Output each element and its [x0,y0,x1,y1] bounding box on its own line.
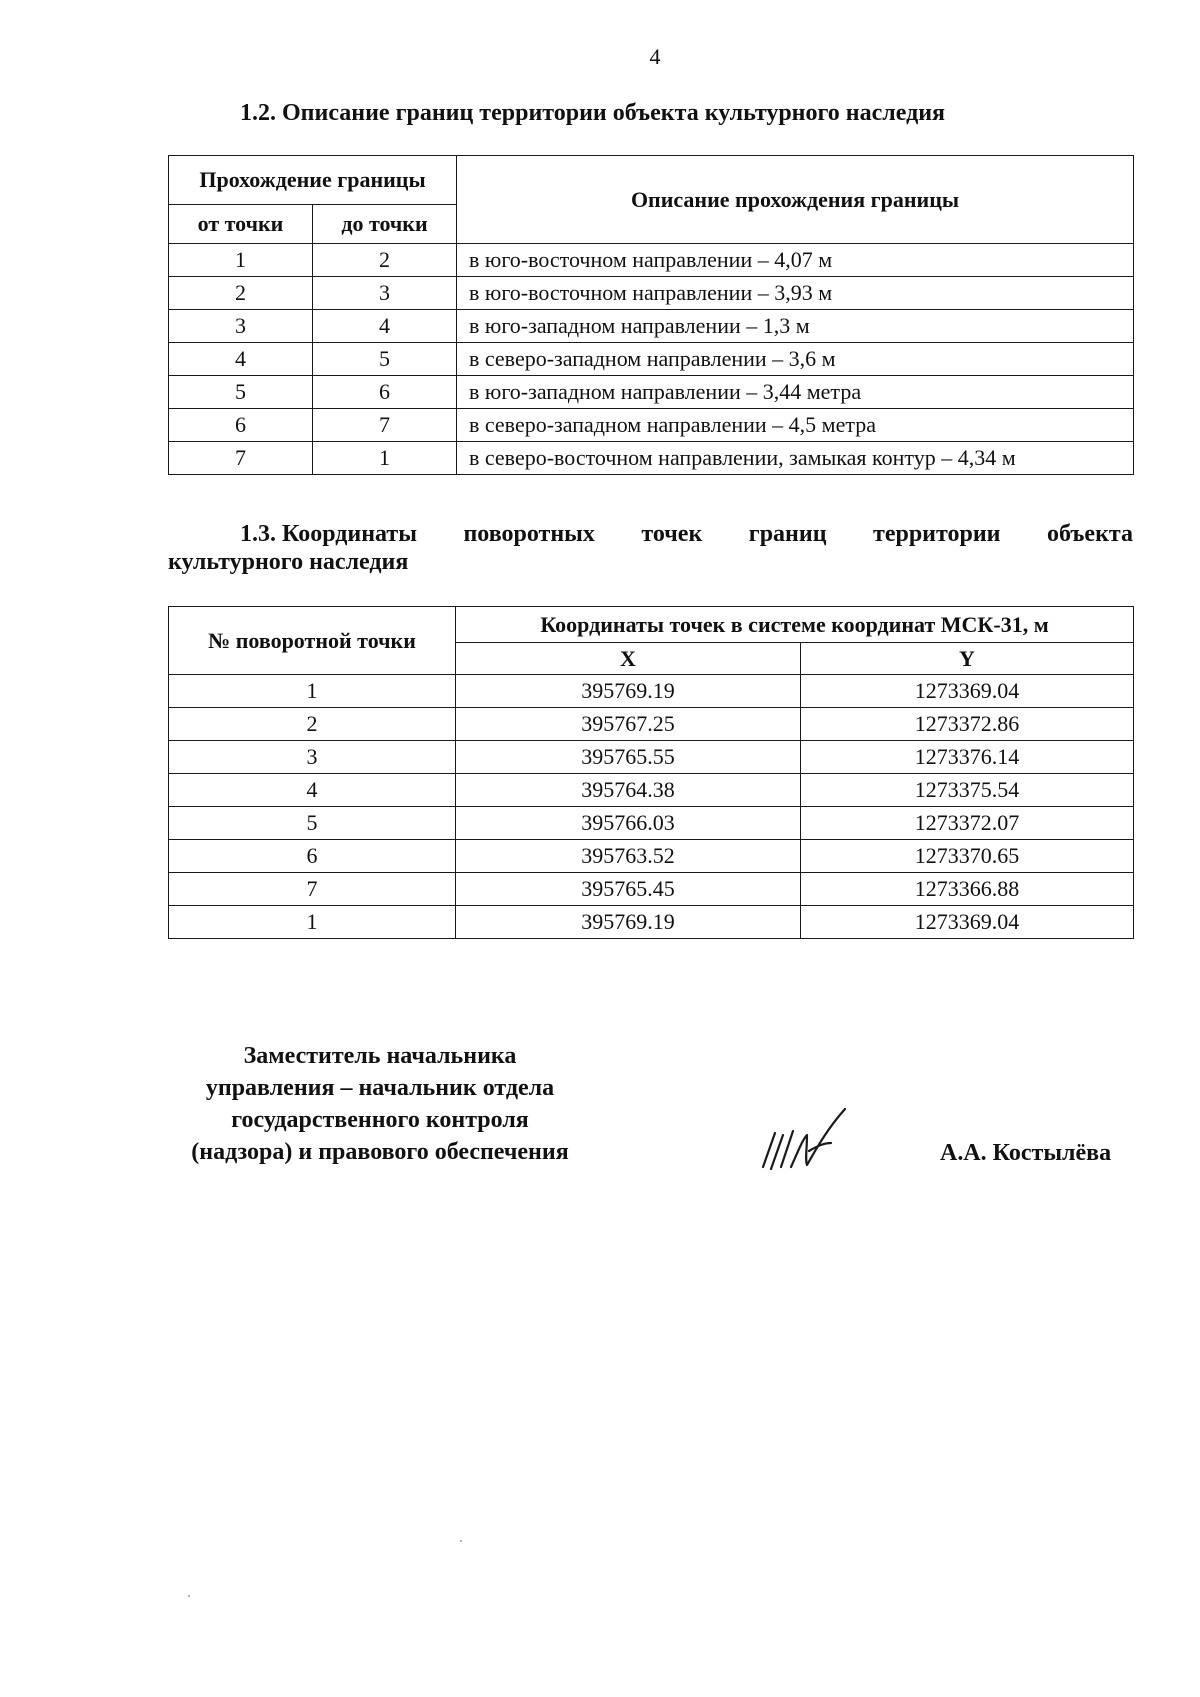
position-line: государственного контроля [231,1107,529,1133]
header-turning-point: № поворотной точки [169,607,456,675]
y-cell: 1273369.04 [801,906,1134,939]
point-cell: 2 [169,708,456,741]
to-point-cell: 7 [313,409,457,442]
from-point-cell: 4 [169,343,313,376]
section-1-3-title-line1 [168,520,1133,548]
header-boundary-passage: Прохождение границы [169,156,457,205]
y-cell: 1273366.88 [801,873,1134,906]
x-cell: 395764.38 [456,774,801,807]
y-cell: 1273375.54 [801,774,1134,807]
to-point-cell: 3 [313,277,457,310]
point-cell: 1 [169,906,456,939]
from-point-cell: 3 [169,310,313,343]
section-1-2-title: 1.2. Описание границ территории объекта культурного наследия [240,100,946,126]
y-cell: 1273376.14 [801,741,1134,774]
table-row [169,840,1134,873]
to-point-cell: 1 [313,442,457,475]
point-cell: 5 [169,807,456,840]
table-row [169,409,1134,442]
position-line: Заместитель начальника [243,1043,517,1069]
page-number: 4 [649,44,661,69]
from-point-cell: 2 [169,277,313,310]
table-row [169,376,1134,409]
header-x: X [456,643,801,675]
handwritten-signature [755,1105,865,1175]
table-row [169,807,1134,840]
table-row [169,873,1134,906]
point-cell: 6 [169,840,456,873]
title-word: точек [641,521,703,547]
to-point-cell: 4 [313,310,457,343]
boundary-description-table [168,155,1134,475]
header-to-point: до точки [313,205,457,244]
table-row [169,244,1134,277]
position-line: (надзора) и правового обеспечения [191,1139,569,1165]
x-cell: 395767.25 [456,708,801,741]
from-point-cell: 6 [169,409,313,442]
x-cell: 395765.55 [456,741,801,774]
table-row [169,277,1134,310]
x-cell: 395769.19 [456,675,801,708]
table-row [169,442,1134,475]
title-word: поворотных [463,521,595,547]
point-cell: 3 [169,741,456,774]
y-cell: 1273372.86 [801,708,1134,741]
table-row [169,708,1134,741]
scan-speck [460,1540,462,1542]
x-cell: 395763.52 [456,840,801,873]
coordinates-table [168,606,1134,939]
table-row [169,343,1134,376]
table-row [169,906,1134,939]
description-cell: в северо-восточном направлении, замыкая контур – 4,34 м [457,442,1134,475]
x-cell: 395765.45 [456,873,801,906]
from-point-cell: 1 [169,244,313,277]
x-cell: 395766.03 [456,807,801,840]
to-point-cell: 5 [313,343,457,376]
header-coordinates: Координаты точек в системе координат МСК-31, м [456,607,1134,643]
section-1-3-title [168,520,1133,576]
to-point-cell: 6 [313,376,457,409]
scan-speck [188,1595,190,1597]
description-cell: в юго-западном направлении – 3,44 метра [457,376,1134,409]
point-cell: 4 [169,774,456,807]
description-cell: в юго-восточном направлении – 4,07 м [457,244,1134,277]
x-cell: 395769.19 [456,906,801,939]
signatory-position [160,1040,600,1168]
description-cell: в юго-восточном направлении – 3,93 м [457,277,1134,310]
header-from-point: от точки [169,205,313,244]
y-cell: 1273369.04 [801,675,1134,708]
header-boundary-description: Описание прохождения границы [457,156,1134,244]
point-cell: 7 [169,873,456,906]
title-word: объекта [1047,521,1133,547]
description-cell: в северо-западном направлении – 4,5 метра [457,409,1134,442]
description-cell: в северо-западном направлении – 3,6 м [457,343,1134,376]
table-row [169,741,1134,774]
title-word: границ [748,521,827,547]
table-row [169,774,1134,807]
from-point-cell: 7 [169,442,313,475]
signer-name: А.А. Костылёва [940,1140,1112,1166]
y-cell: 1273372.07 [801,807,1134,840]
title-word: 1.3. Координаты [240,521,417,547]
position-line: управления – начальник отдела [205,1075,555,1101]
from-point-cell: 5 [169,376,313,409]
point-cell: 1 [169,675,456,708]
table-row [169,675,1134,708]
table-row [169,310,1134,343]
description-cell: в юго-западном направлении – 1,3 м [457,310,1134,343]
to-point-cell: 2 [313,244,457,277]
title-word: территории [873,521,1001,547]
section-1-3-title-line2: культурного наследия [168,549,409,575]
header-y: Y [801,643,1134,675]
y-cell: 1273370.65 [801,840,1134,873]
